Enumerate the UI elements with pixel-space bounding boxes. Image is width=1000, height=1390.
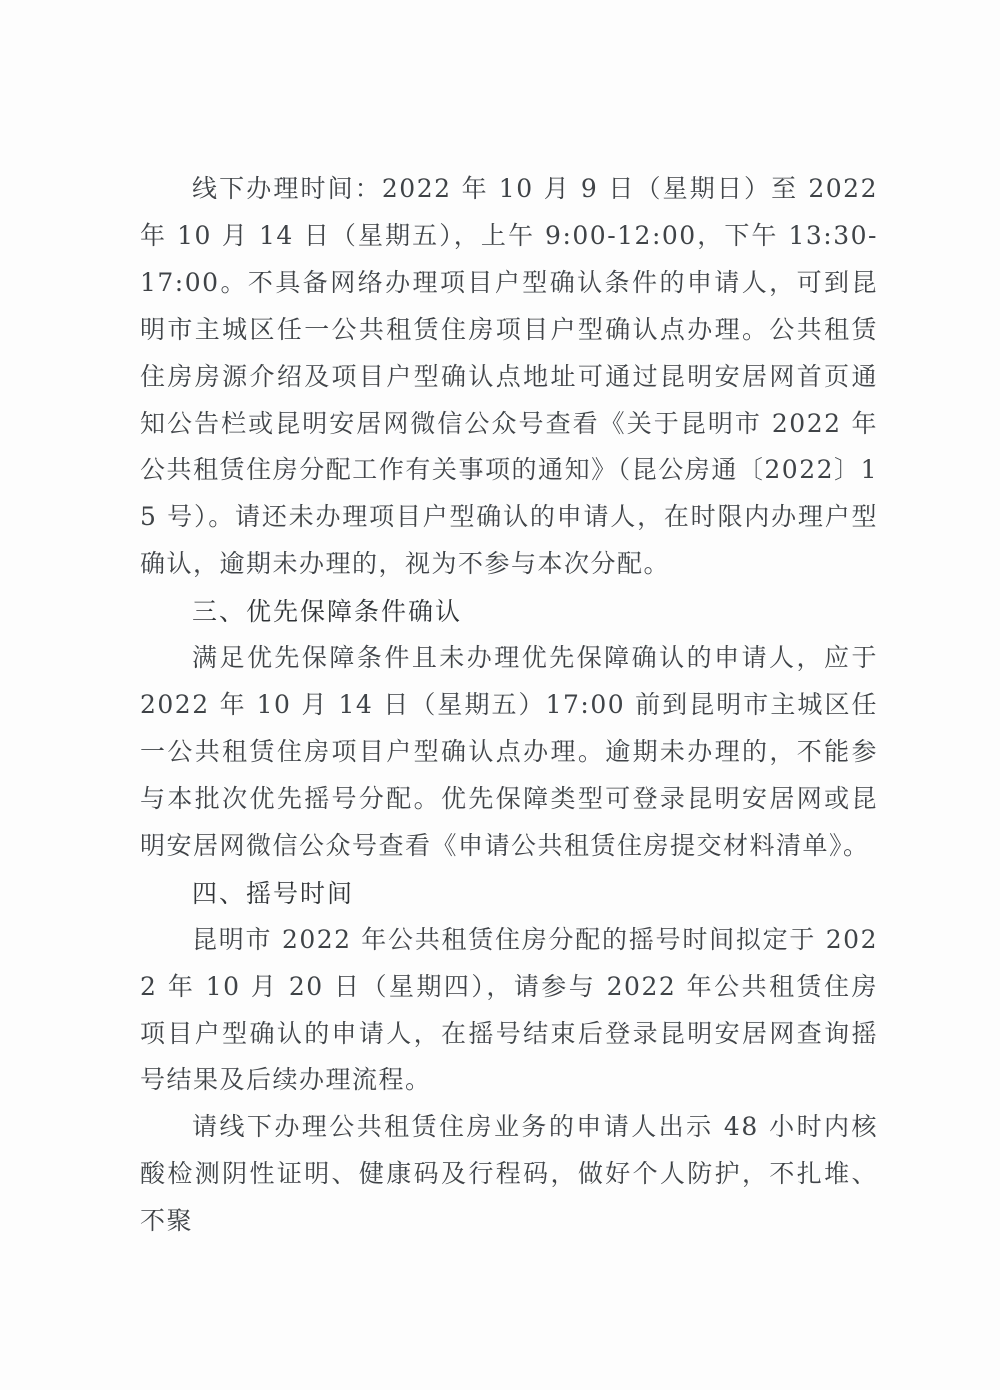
document-body [140,166,878,1245]
paragraph-offline-period: 线下办理时间：2022 年 10 月 9 日（星期日）至 2022 年 10 月 14 日（星期五），上午 9:00-12:00，下午 13:30-17:00。不具备网络办理项目户型确认条件的申请人，可到昆明市主城区任一公共租赁住房项目户型确认点办理。公共租赁住房房源介绍及项目户型确认点地址可通过昆明安居网首页通知公告栏或昆明安居网微信公众号查看《关于昆明市 2022 年公共租赁住房分配工作有关事项的通知》（昆公房通〔2022〕15 号）。请还未办理项目户型确认的申请人，在时限内办理户型确认，逾期未办理的，视为不参与本次分配。 [140,174,878,579]
section-heading-priority: 三、优先保障条件确认 [192,597,463,627]
paragraph-priority-confirmation: 满足优先保障条件且未办理优先保障确认的申请人，应于 2022 年 10 月 14 日（星期五）17:00 前到昆明市主城区任一公共租赁住房项目户型确认点办理。逾期未办理的，不能参与本批次优先摇号分配。优先保障类型可登录昆明安居网或昆明安居网微信公众号查看《申请公共租赁住房提交材料清单》。 [140,643,878,860]
section-heading-lottery: 四、摇号时间 [192,878,355,908]
paragraph-lottery-time: 昆明市 2022 年公共租赁住房分配的摇号时间拟定于 2022 年 10 月 20 日（星期四），请参与 2022 年公共租赁住房项目户型确认的申请人，在摇号结束后登录昆明安居网查询摇号结果及后续办理流程。 [140,924,878,1095]
paragraph-health-notice: 请线下办理公共租赁住房业务的申请人出示 48 小时内核酸检测阴性证明、健康码及行程码，做好个人防护，不扎堆、不聚 [140,1112,878,1236]
